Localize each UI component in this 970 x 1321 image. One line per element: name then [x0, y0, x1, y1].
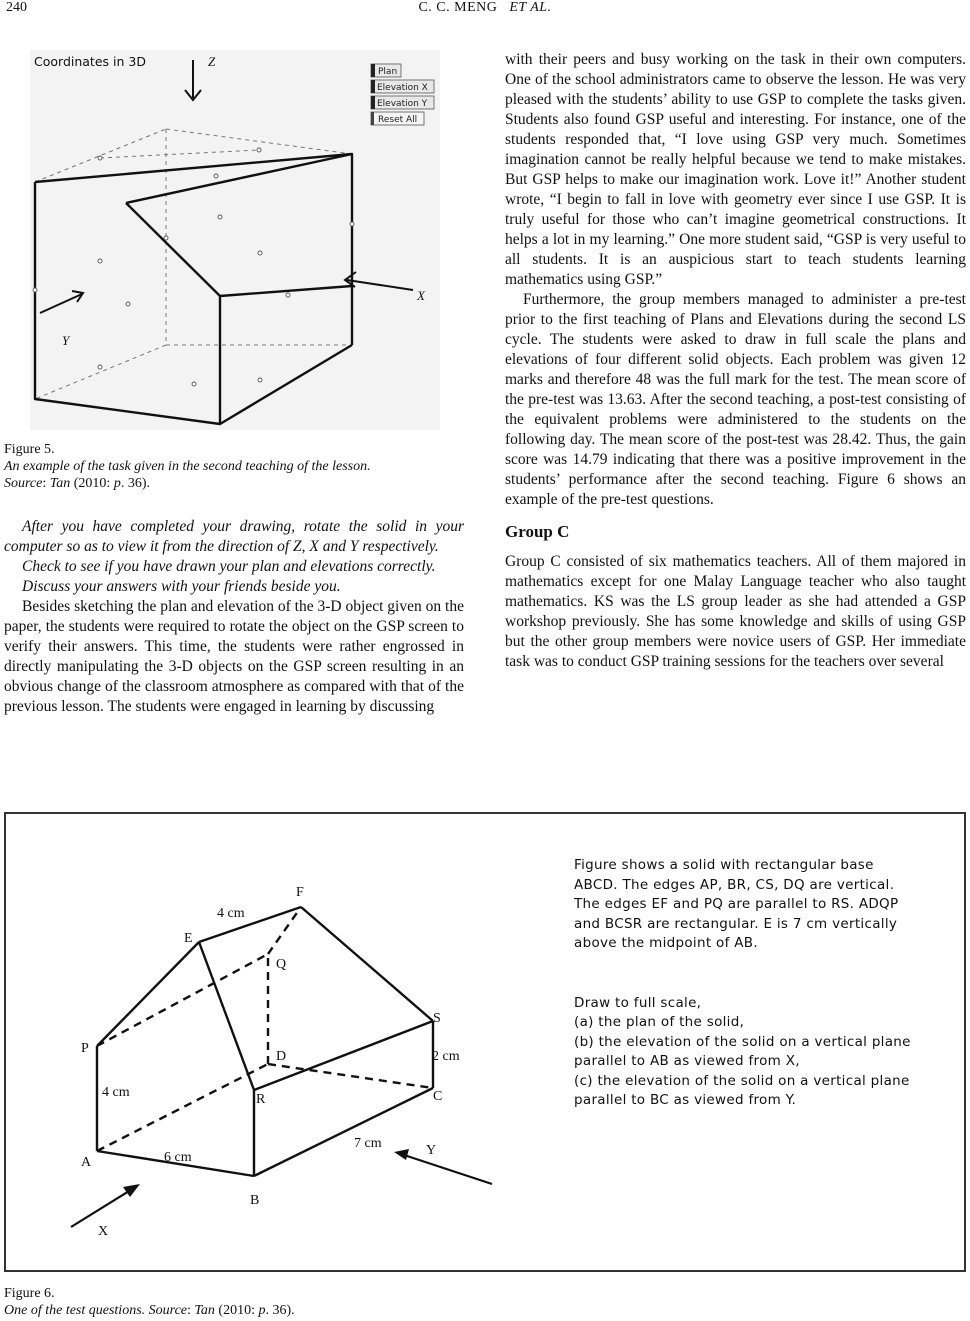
elevation-y-button[interactable]	[371, 96, 434, 109]
figure-5-label: Figure 5.	[4, 442, 55, 457]
instruction-check: Check to see if you have drawn your plan and elevations correctly.	[22, 558, 436, 575]
reset-all-button[interactable]	[371, 112, 424, 125]
right-column	[505, 50, 966, 672]
question-text	[574, 856, 954, 1111]
figure-6-description: One of the test questions. Source: Tan (2010: p. 36).	[4, 1303, 295, 1318]
question-line: The edges EF and PQ are parallel to RS. ADQP	[574, 896, 899, 912]
task-line: (a) the plan of the solid,	[574, 1014, 745, 1030]
figure-6-label: Figure 6.	[4, 1286, 55, 1301]
dim-ab: 6 cm	[164, 1150, 192, 1165]
paragraph-group-c: Group C consisted of six mathematics teachers. All of them majored in mathematics except for one Malay Language teacher who also taught mathematics. KS was the LS group leader as she had attended a GSP workshop previously. She has some knowledge and skills of using GSP but the other group members were novice users of GSP. Her immediate task was to conduct GSP training sessions for the teachers over several	[505, 553, 966, 670]
left-column	[4, 517, 464, 717]
figure-5-caption	[4, 441, 464, 492]
vertex-f: F	[296, 885, 304, 900]
vertex-q: Q	[276, 957, 287, 972]
elevation-x-button[interactable]	[371, 80, 434, 93]
figure-5-source: Source: Tan (2010: p. 36).	[4, 476, 150, 491]
axis-y-label: Y	[62, 333, 70, 348]
svg-text:Plan: Plan	[378, 67, 398, 77]
svg-text:Reset All: Reset All	[378, 115, 418, 125]
question-line: and BCSR are rectangular. E is 7 cm vertically	[574, 915, 898, 932]
solid-diagram	[6, 814, 496, 1270]
view-x-arrow-shaft	[71, 1188, 134, 1227]
axis-x-label: X	[417, 288, 425, 303]
figure-5-image	[30, 50, 440, 430]
task-line: parallel to BC as viewed from Y.	[574, 1092, 797, 1108]
vertex-c: C	[433, 1089, 443, 1104]
instruction-rotate: After you have completed your drawing, rotate the solid in your computer so as to view it from the direction of Z, X and Y respectively.	[4, 518, 464, 555]
section-heading-group-c: Group C	[505, 522, 570, 541]
paragraph-peers: with their peers and busy working on the task in their own computers. One of the school administrators came to observe the lesson. He was very pleased with the students’ ability to use GSP to complete the tasks given. Students also found GSP useful and interesting. For instance, one of the students responded that, “I love using GSP very much. Sometimes imagination cannot be really helpful because we tend to make mistakes. But GSP helps to make our imagination work. Love it!” Another student wrote, “I begin to fall in love with geometry ever since I use GSP. It is truly useful for those who can’t imagine geometrical constructions. It helps a lot in my learning.” One more student said, “GSP is very useful to all students. It is an auspicious start to teach students learning mathematics using GSP.”	[505, 51, 966, 288]
task-line: (c) the elevation of the solid on a vertical plane	[574, 1072, 910, 1089]
paragraph-besides-sketching: Besides sketching the plan and elevation of the 3-D object given on the paper, the students were required to rotate the object on the GSP screen to verify their answers. This time, the students were rather engrossed in directly manipulating the 3-D objects on the GSP screen resulting in an obvious change of the classroom atmosphere as compared with that of the previous lesson. The students were engaged in learning by discussing	[4, 598, 464, 715]
author-names: C. C. MENG	[418, 0, 498, 15]
vertex-b: B	[250, 1193, 260, 1208]
vertex-s: S	[433, 1011, 441, 1026]
figure-5-description: An example of the task given in the second teaching of the lesson.	[4, 459, 371, 474]
vertex-d: D	[276, 1049, 287, 1064]
dim-bc: 7 cm	[354, 1136, 382, 1151]
view-x-label: X	[98, 1224, 109, 1239]
running-head-authors	[0, 0, 970, 16]
page-number: 240	[6, 0, 27, 15]
vertex-e: E	[184, 931, 193, 946]
et-al: ET AL.	[509, 0, 552, 15]
task-line: (b) the elevation of the solid on a vertical plane	[574, 1033, 911, 1050]
solid-hidden-edges	[97, 907, 433, 1151]
vertex-p: P	[81, 1041, 89, 1056]
solid-visible-edges	[97, 907, 433, 1176]
question-line: Figure shows a solid with rectangular base	[574, 857, 874, 873]
gsp-3d-canvas	[30, 50, 440, 430]
view-y-arrow-head	[394, 1149, 409, 1160]
figure-6-caption	[4, 1285, 604, 1319]
instruction-discuss: Discuss your answers with your friends beside you.	[22, 578, 341, 595]
svg-text:Elevation X: Elevation X	[377, 83, 428, 93]
plan-button[interactable]	[371, 64, 401, 77]
view-y-label: Y	[426, 1143, 437, 1158]
dim-ef: 4 cm	[217, 906, 245, 921]
running-header	[0, 0, 970, 22]
svg-text:Elevation Y: Elevation Y	[377, 99, 428, 109]
view-x-arrow-head	[123, 1184, 140, 1197]
question-line: ABCD. The edges AP, BR, CS, DQ are vertical.	[574, 876, 895, 893]
dim-cs: 2 cm	[432, 1049, 460, 1064]
canvas-title: Coordinates in 3D	[34, 54, 146, 69]
task-line: Draw to full scale,	[574, 994, 702, 1011]
vertex-a: A	[81, 1155, 92, 1170]
vertex-r: R	[256, 1092, 266, 1107]
view-y-arrow-shaft	[401, 1154, 492, 1184]
paragraph-pretest: Furthermore, the group members managed to administer a pre-test prior to the first teaching of Plans and Elevations during the second LS cycle. The students were asked to draw in full scale the plans and elevations of four different solid objects. Each problem was given 12 marks and therefore 48 was the full mark for the test. The mean score of the pre-test was 13.63. After the second teaching, a post-test consisting of the equivalent problems were administered to the students on the following day. The mean score of the post-test was 28.42. Thus, the gain score was 14.79 indicating that there was a positive improvement in the students’ performance after the second teaching. Figure 6 shows an example of the pre-test questions.	[505, 291, 966, 508]
axis-z-label: Z	[208, 54, 216, 69]
dim-ap: 4 cm	[102, 1085, 130, 1100]
task-line: parallel to AB as viewed from X,	[574, 1053, 800, 1069]
question-line: above the midpoint of AB.	[574, 935, 758, 951]
figure-6-box	[4, 812, 966, 1272]
